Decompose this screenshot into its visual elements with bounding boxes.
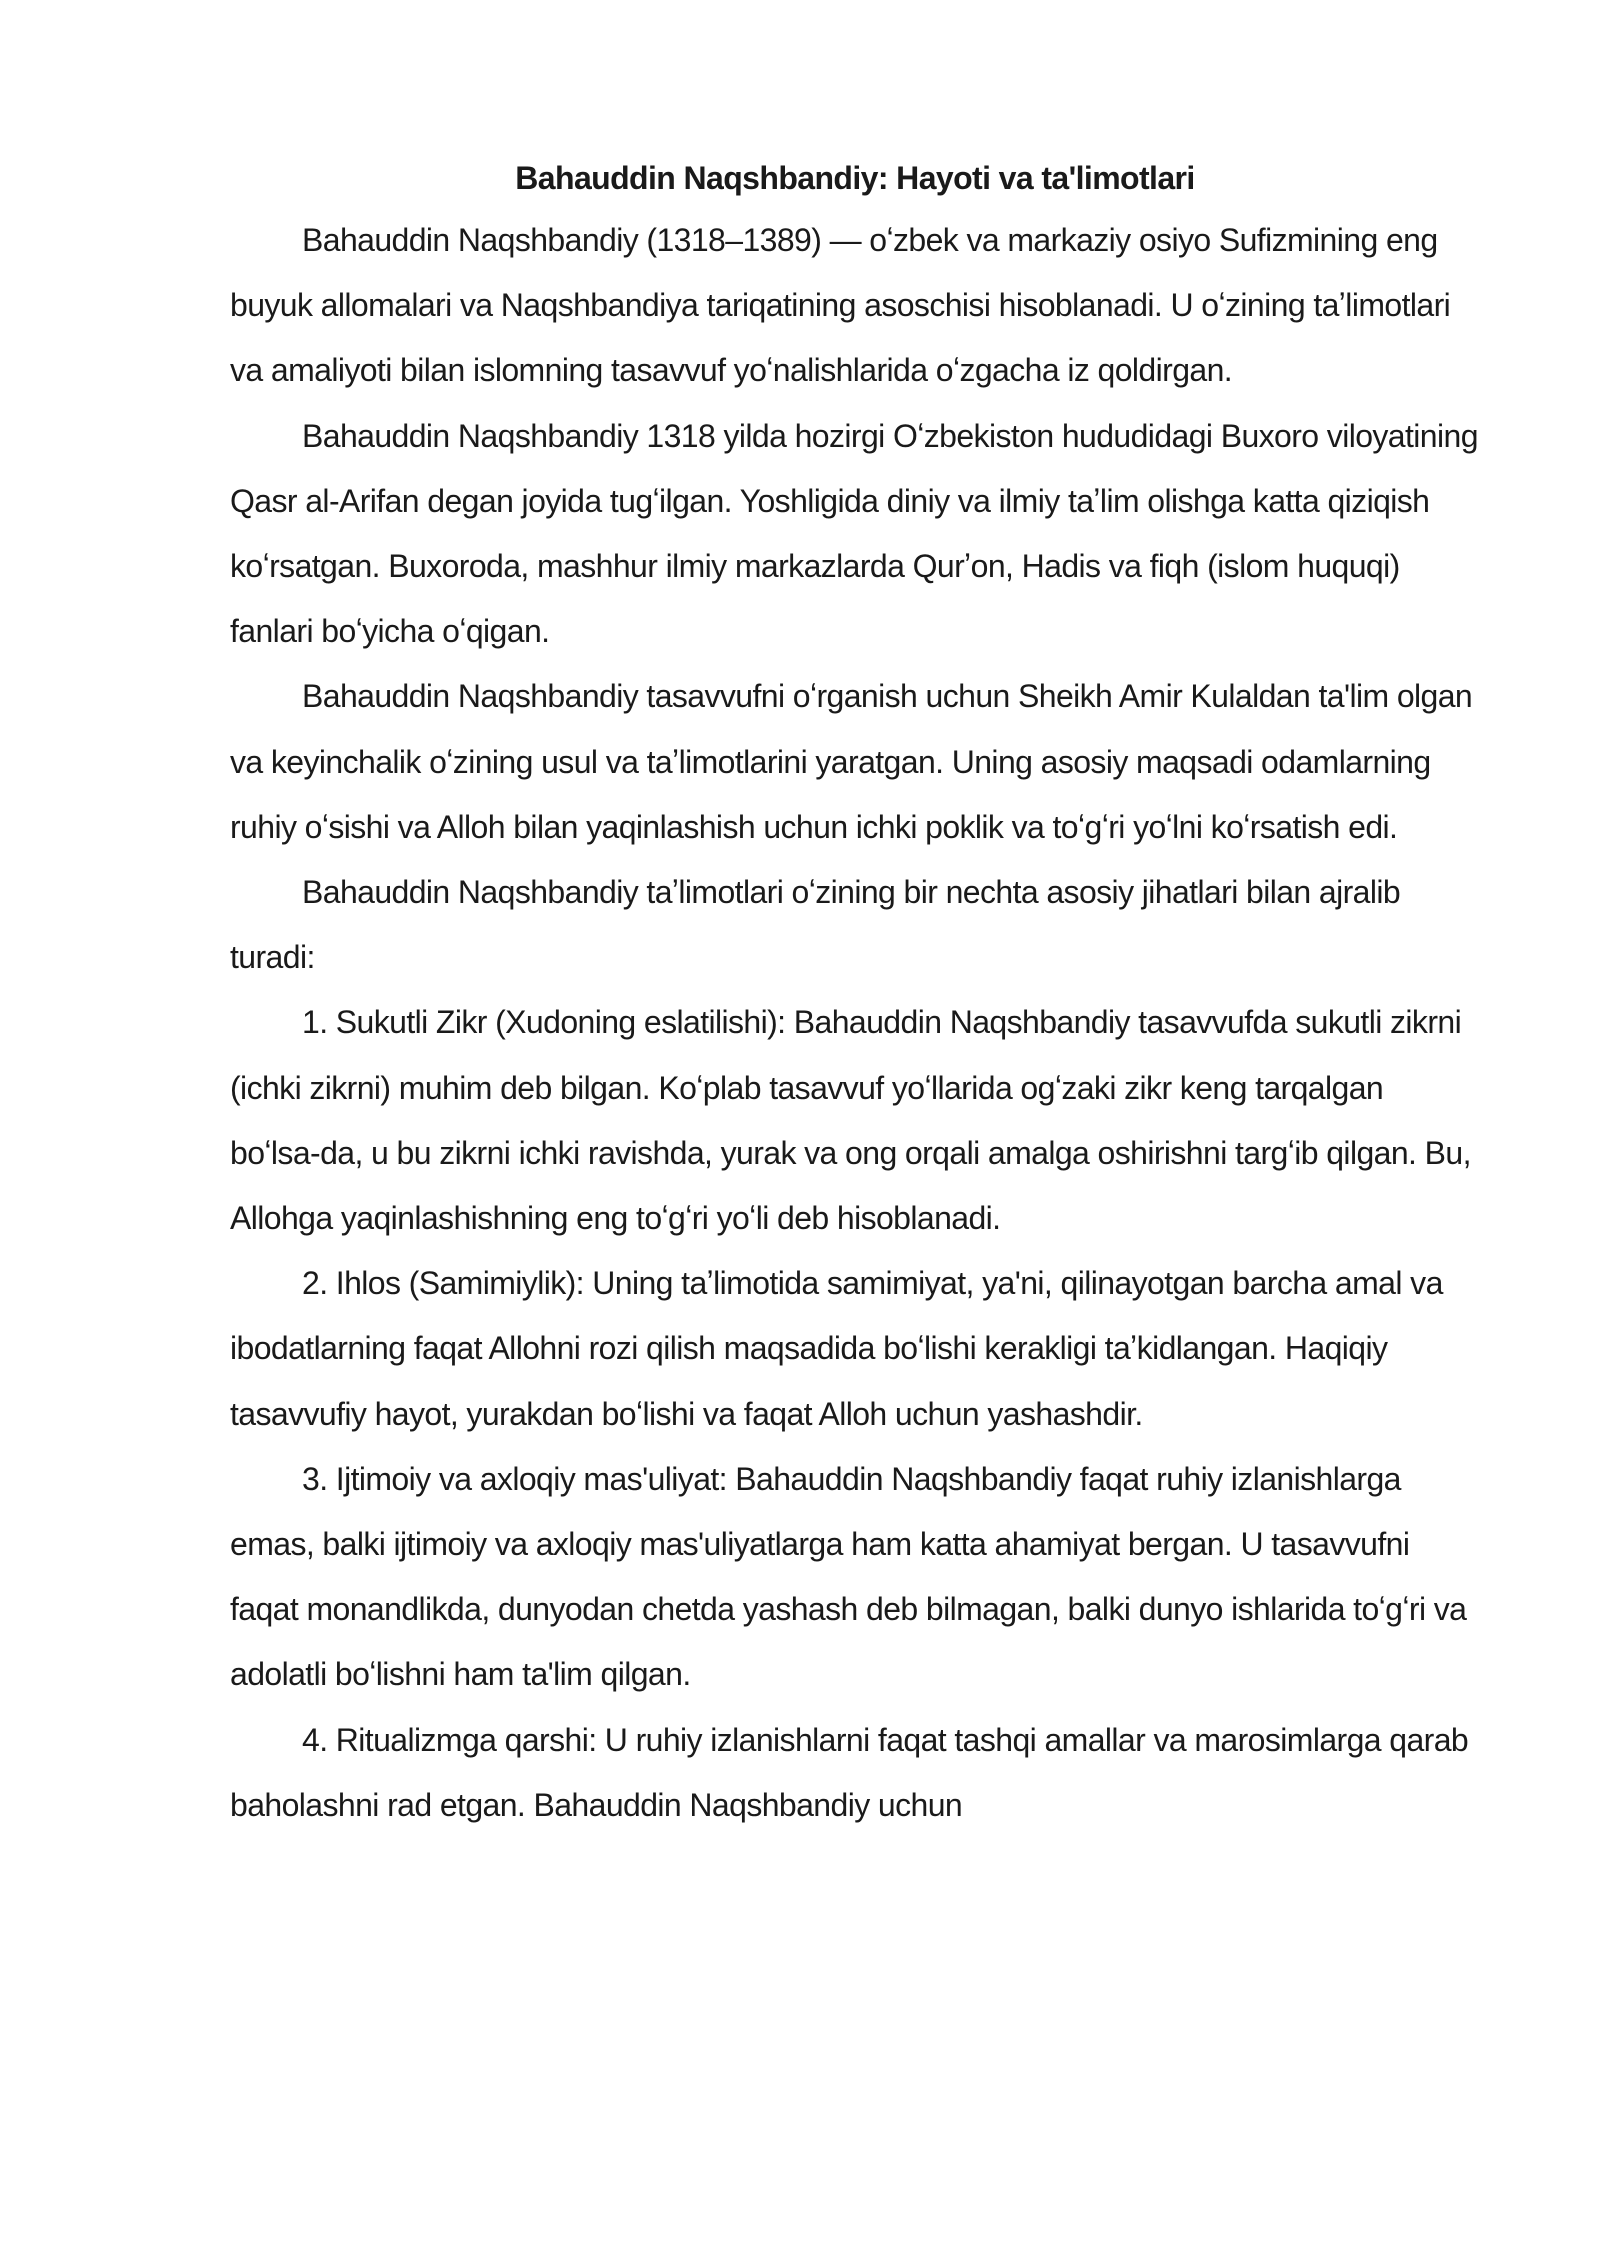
paragraph-teachings-intro: Bahauddin Naqshbandiy taʼlimotlari oʻzining bir nechta asosiy jihatlari bilan ajralib turadi:	[230, 874, 1401, 976]
paragraph-education: Bahauddin Naqshbandiy tasavvufni oʻrganish uchun Sheikh Amir Kulaldan ta'lim olgan va keyinchalik oʻzining usul va taʼlimotlarini yaratgan. Uning asosiy maqsadi odamlarning ruhiy oʻsishi va Alloh bilan yaqinlashish uchun ichki poklik va toʻgʻri yoʻlni koʻrsatish edi.	[230, 678, 1473, 845]
paragraph-intro: Bahauddin Naqshbandiy (1318–1389) — oʻzbek va markaziy osiyo Sufizmining eng buyuk allomalari va Naqshbandiya tariqatining asoschisi hisoblanadi. U oʻzining taʼlimotlari va amaliyoti bilan islomning tasavvuf yoʻnalishlarida oʻzgacha iz qoldirgan.	[230, 222, 1451, 389]
list-item-anti-ritualism: 4. Ritualizmga qarshi: U ruhiy izlanishlarni faqat tashqi amallar va marosimlarga qarab baholashni rad etgan. Bahauddin Naqshbandiy uchun	[230, 1721, 1469, 1823]
list-item-social-responsibility: 3. Ijtimoiy va axloqiy mas'uliyat: Bahauddin Naqshbandiy faqat ruhiy izlanishlarga emas, balki ijtimoiy va axloqiy mas'uliyatlarga ham katta ahamiyat bergan. U tasavvufni faqat monandlikda, dunyodan chetda yashash deb bilmagan, balki dunyo ishlarida toʻgʻri va adolatli boʻlishni ham ta'lim qilgan.	[230, 1460, 1467, 1693]
list-item-ihlos: 2. Ihlos (Samimiylik): Uning taʼlimotida samimiyat, ya'ni, qilinayotgan barcha amal va ibodatlarning faqat Allohni rozi qilish maqsadida boʻlishi kerakligi taʼkidlangan. Haqiqiy tasavvufiy hayot, yurakdan boʻlishi va faqat Alloh uchun yashashdir.	[230, 1265, 1443, 1432]
document-title: Bahauddin Naqshbandiy: Hayoti va ta'limotlari	[515, 160, 1195, 196]
paragraph-birth: Bahauddin Naqshbandiy 1318 yilda hozirgi Oʻzbekiston hududidagi Buxoro viloyatining Qasr al-Arifan degan joyida tugʻilgan. Yoshligida diniy va ilmiy taʼlim olishga katta qiziqish koʻrsatgan. Buxoroda, mashhur ilmiy markazlarda Qurʼon, Hadis va fiqh (islom huquqi) fanlari boʻyicha oʻqigan.	[230, 417, 1478, 650]
list-item-silent-zikr: 1. Sukutli Zikr (Xudoning eslatilishi): Bahauddin Naqshbandiy tasavvufda sukutli zikrni (ichki zikrni) muhim deb bilgan. Koʻplab tasavvuf yoʻllarida ogʻzaki zikr keng tarqalgan boʻlsa-da, u bu zikrni ichki ravishda, yurak va ong orqali amalga oshirishni targʻib qilgan. Bu, Allohga yaqinlashishning eng toʻgʻri yoʻli deb hisoblanadi.	[230, 1004, 1471, 1237]
document-body	[230, 148, 1480, 1838]
